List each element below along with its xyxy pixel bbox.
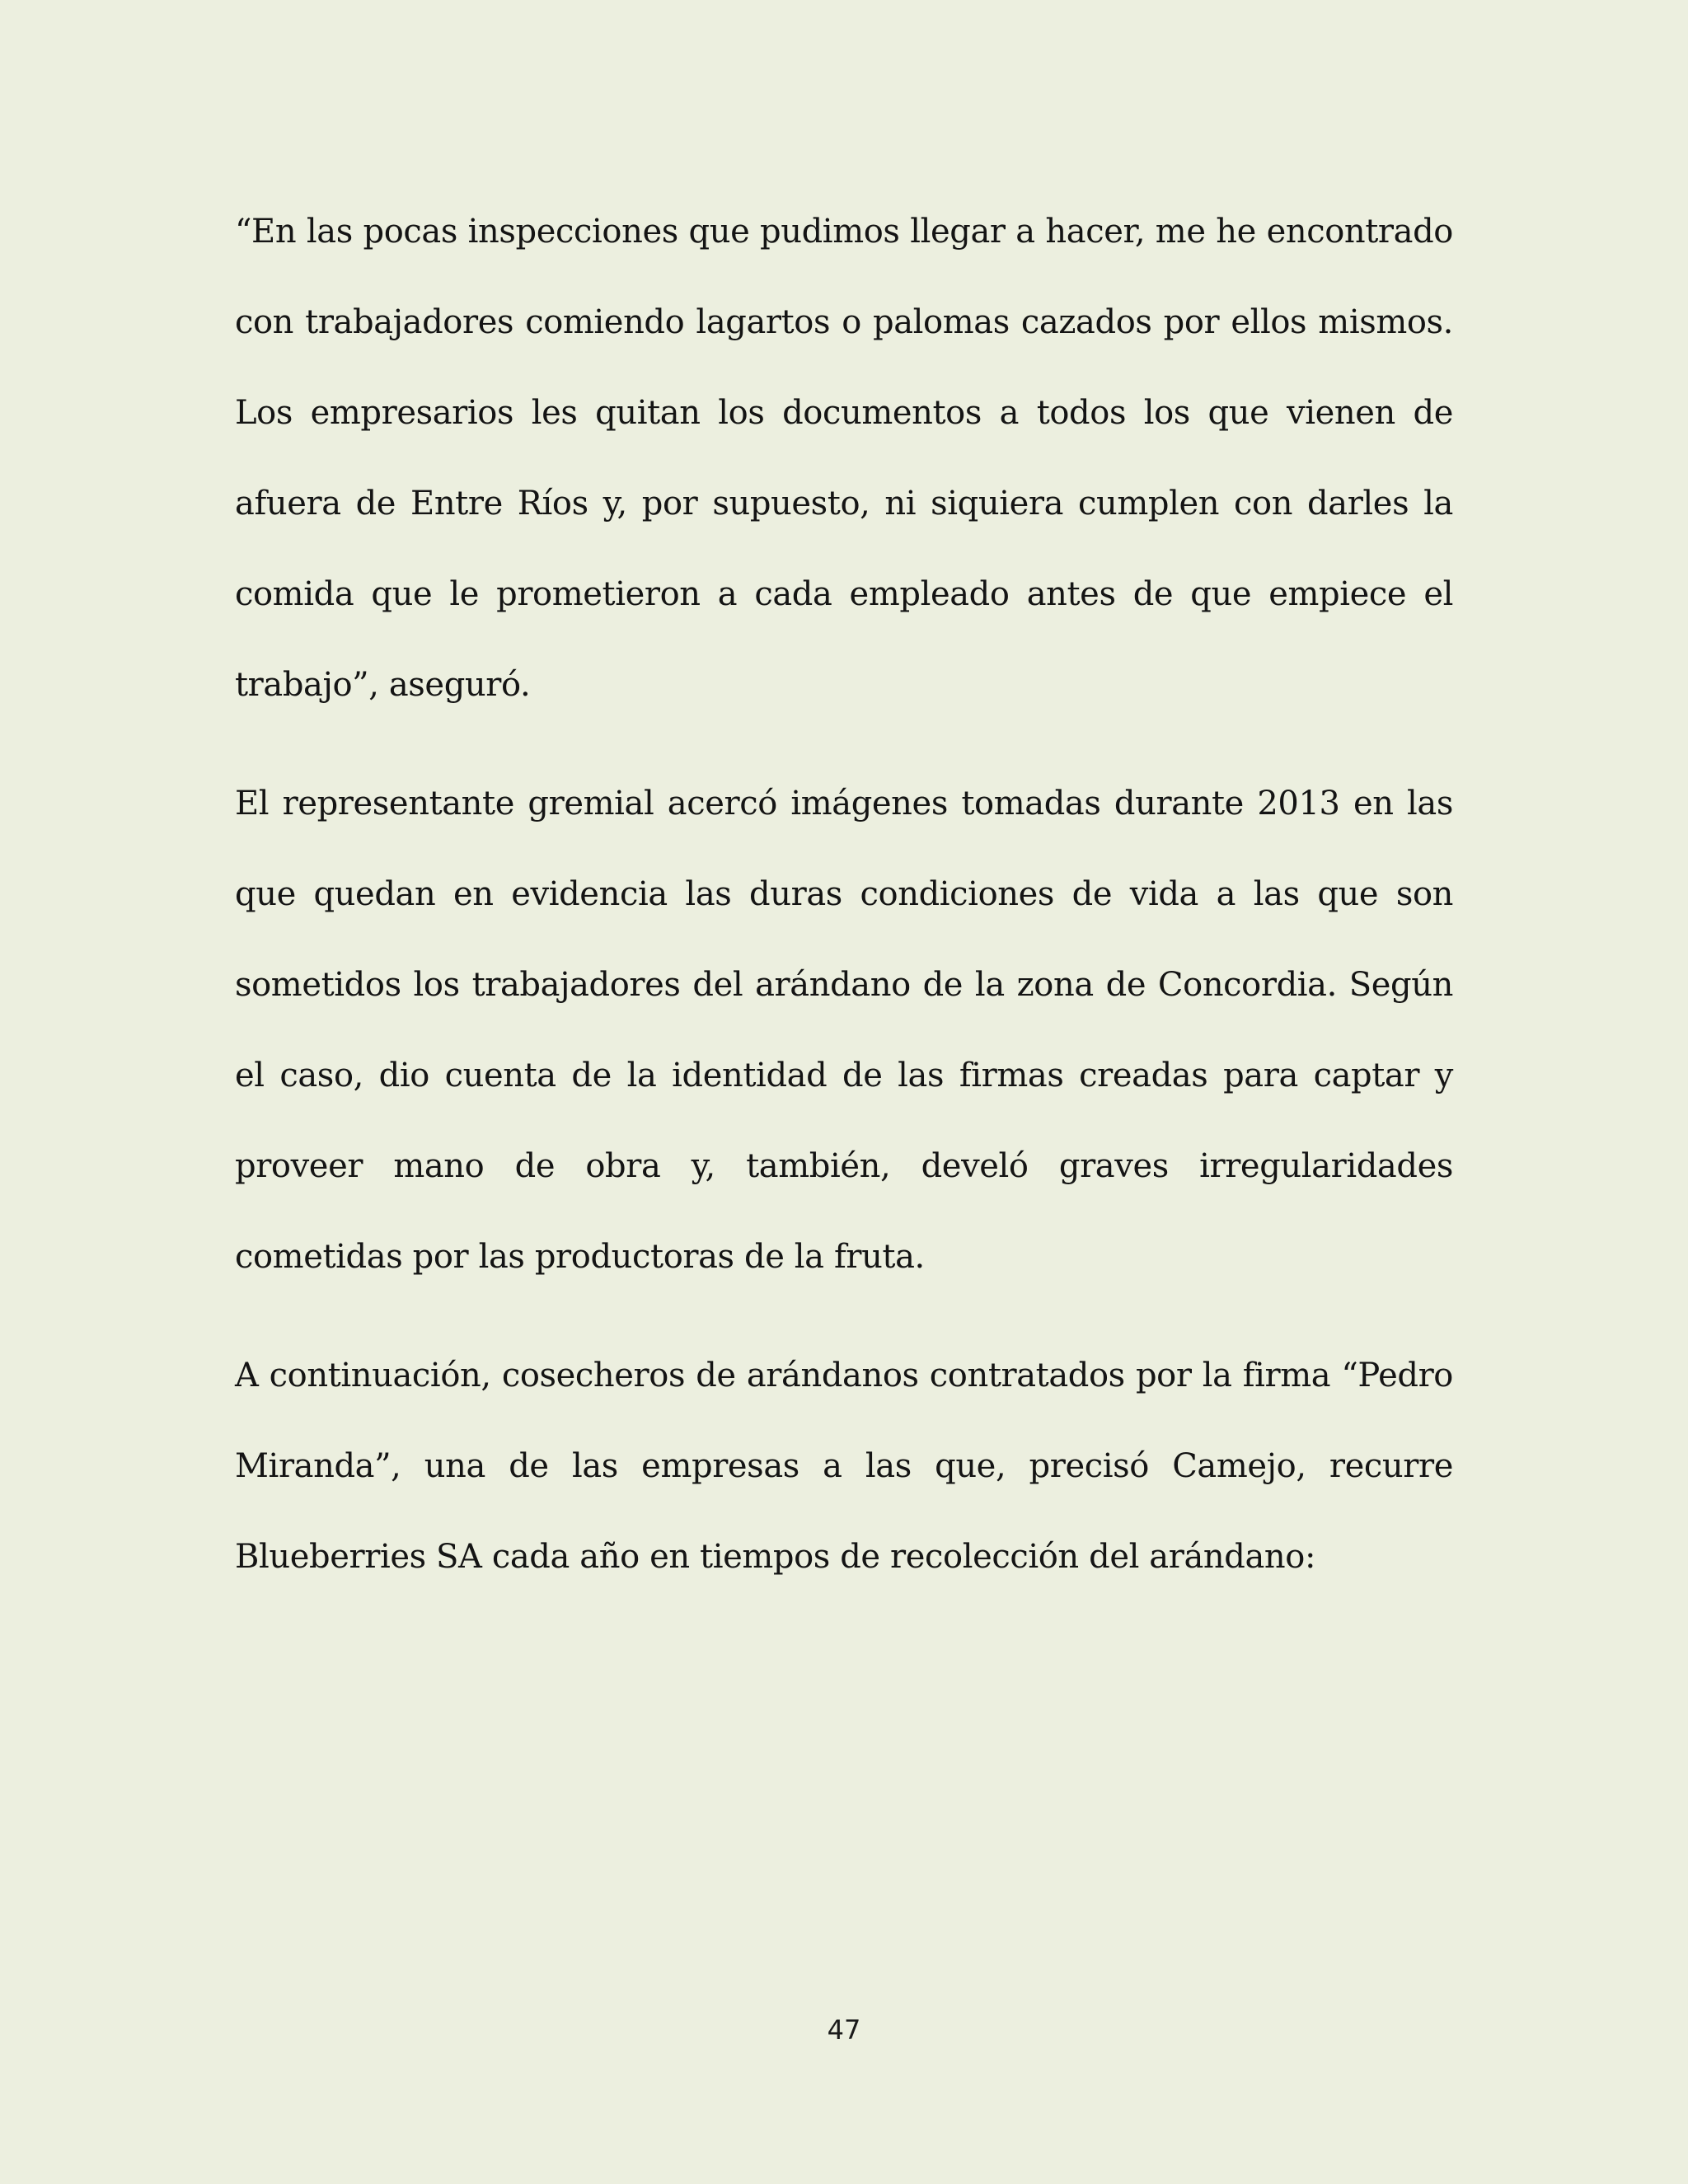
page-number: 47	[827, 2014, 861, 2046]
paragraph-quote: “En las pocas inspecciones que pudimos llegar a hacer, me he encontrado con trabajadores comiendo lagartos o palomas cazados por ellos mismos. Los empresarios les quitan los documentos a todos los que vienen de afuera de Entre Ríos y, por supuesto, ni siquiera cumplen con darles la comida que le prometieron a cada empleado antes de que empiece el trabajo”, aseguró.	[235, 213, 1453, 704]
text-body	[235, 186, 1453, 1630]
paragraph-harvesters: A continuación, cosecheros de arándanos contratados por la firma “Pedro Miranda”, una de las empresas a las que, precisó Camejo, recurre Blueberries SA cada año en tiempos de recolección del arándano:	[235, 1357, 1453, 1576]
paragraph-union-representative: El representante gremial acercó imágenes tomadas durante 2013 en las que quedan en evidencia las duras condiciones de vida a las que son sometidos los trabajadores del arándano de la zona de Concordia. Según el caso, dio cuenta de la identidad de las firmas creadas para captar y proveer mano de obra y, también, develó graves irregularidades cometidas por las productoras de la fruta.	[235, 785, 1453, 1276]
